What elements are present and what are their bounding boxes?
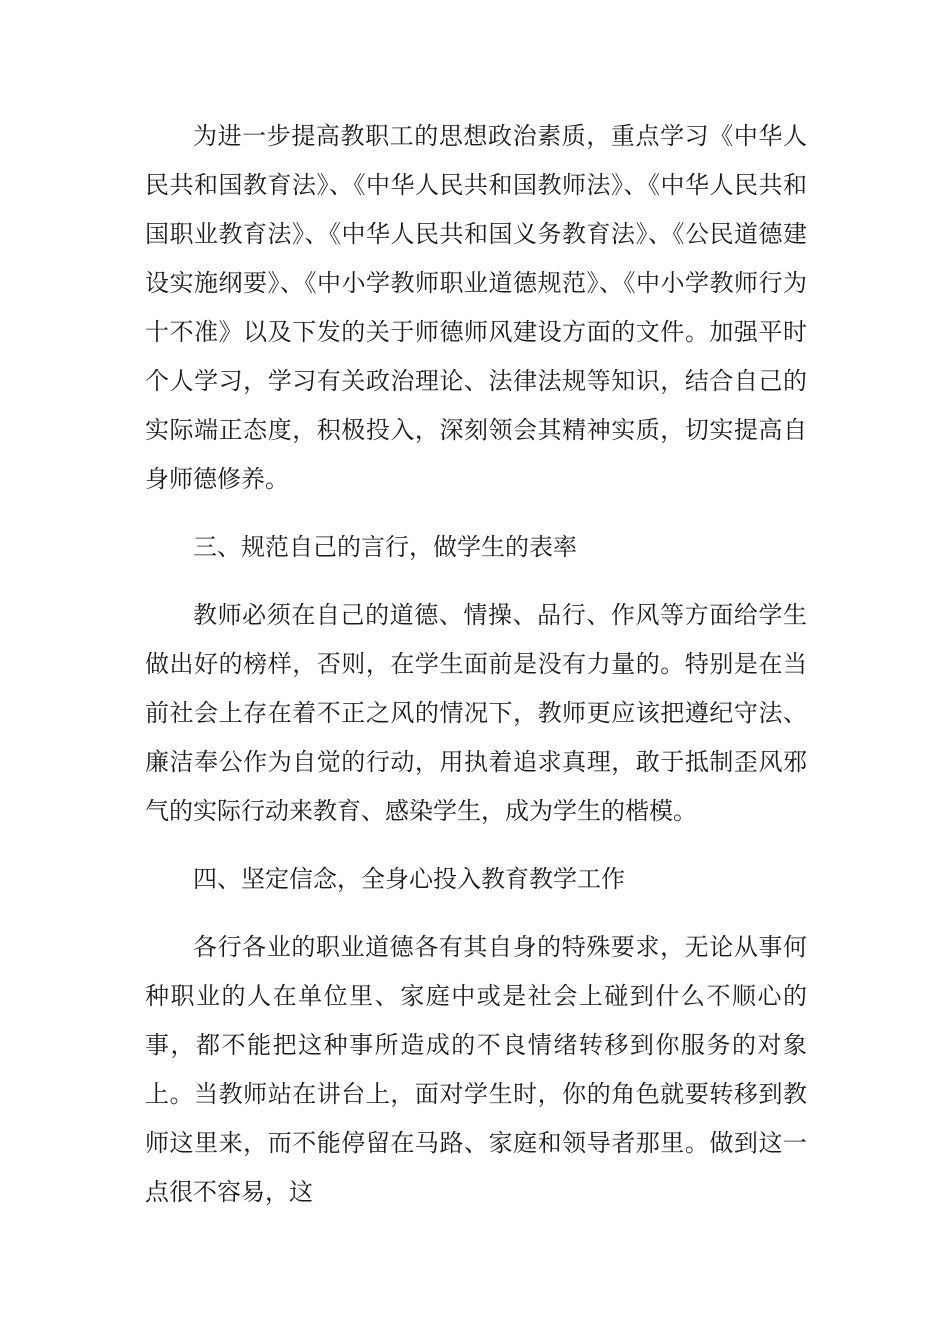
paragraph-dedication: 各行各业的职业道德各有其自身的特殊要求，无论从事何种职业的人在单位里、家庭中或是社会上碰到什么不顺心的事，都不能把这种事所造成的不良情绪转移到你服务的对象上。当教师站在讲台上，面对学生时，你的角色就要转移到教师这里来，而不能停留在马路、家庭和领导者那里。做到这一点很不容易，这: [145, 933, 807, 1206]
paragraph-role-model: 教师必须在自己的道德、情操、品行、作风等方面给学生做出好的榜样，否则，在学生面前是没有力量的。特别是在当前社会上存在着不正之风的情况下，教师更应该把遵纪守法、廉洁奉公作为自觉的行动，用执着追求真理，敢于抵制歪风邪气的实际行动来教育、感染学生，成为学生的楷模。: [145, 601, 807, 825]
paragraph-study: 为进一步提高教职工的思想政治素质，重点学习《中华人民共和国教育法》、《中华人民共和国教师法》、《中华人民共和国职业教育法》、《中华人民共和国义务教育法》、《公民道德建设实施纲要》、《中小学教师职业道德规范》、《中小学教师行为十不准》以及下发的关于师德师风建设方面的文件。加强平时个人学习，学习有关政治理论、法律法规等知识，结合自己的实际端正态度，积极投入，深刻领会其精神实质，切实提高自身师德修养。: [145, 122, 807, 493]
section-heading-four: 四、坚定信念，全身心投入教育教学工作: [193, 865, 625, 893]
document-body: [145, 112, 807, 1236]
section-heading-three: 三、规范自己的言行，做学生的表率: [193, 533, 577, 561]
